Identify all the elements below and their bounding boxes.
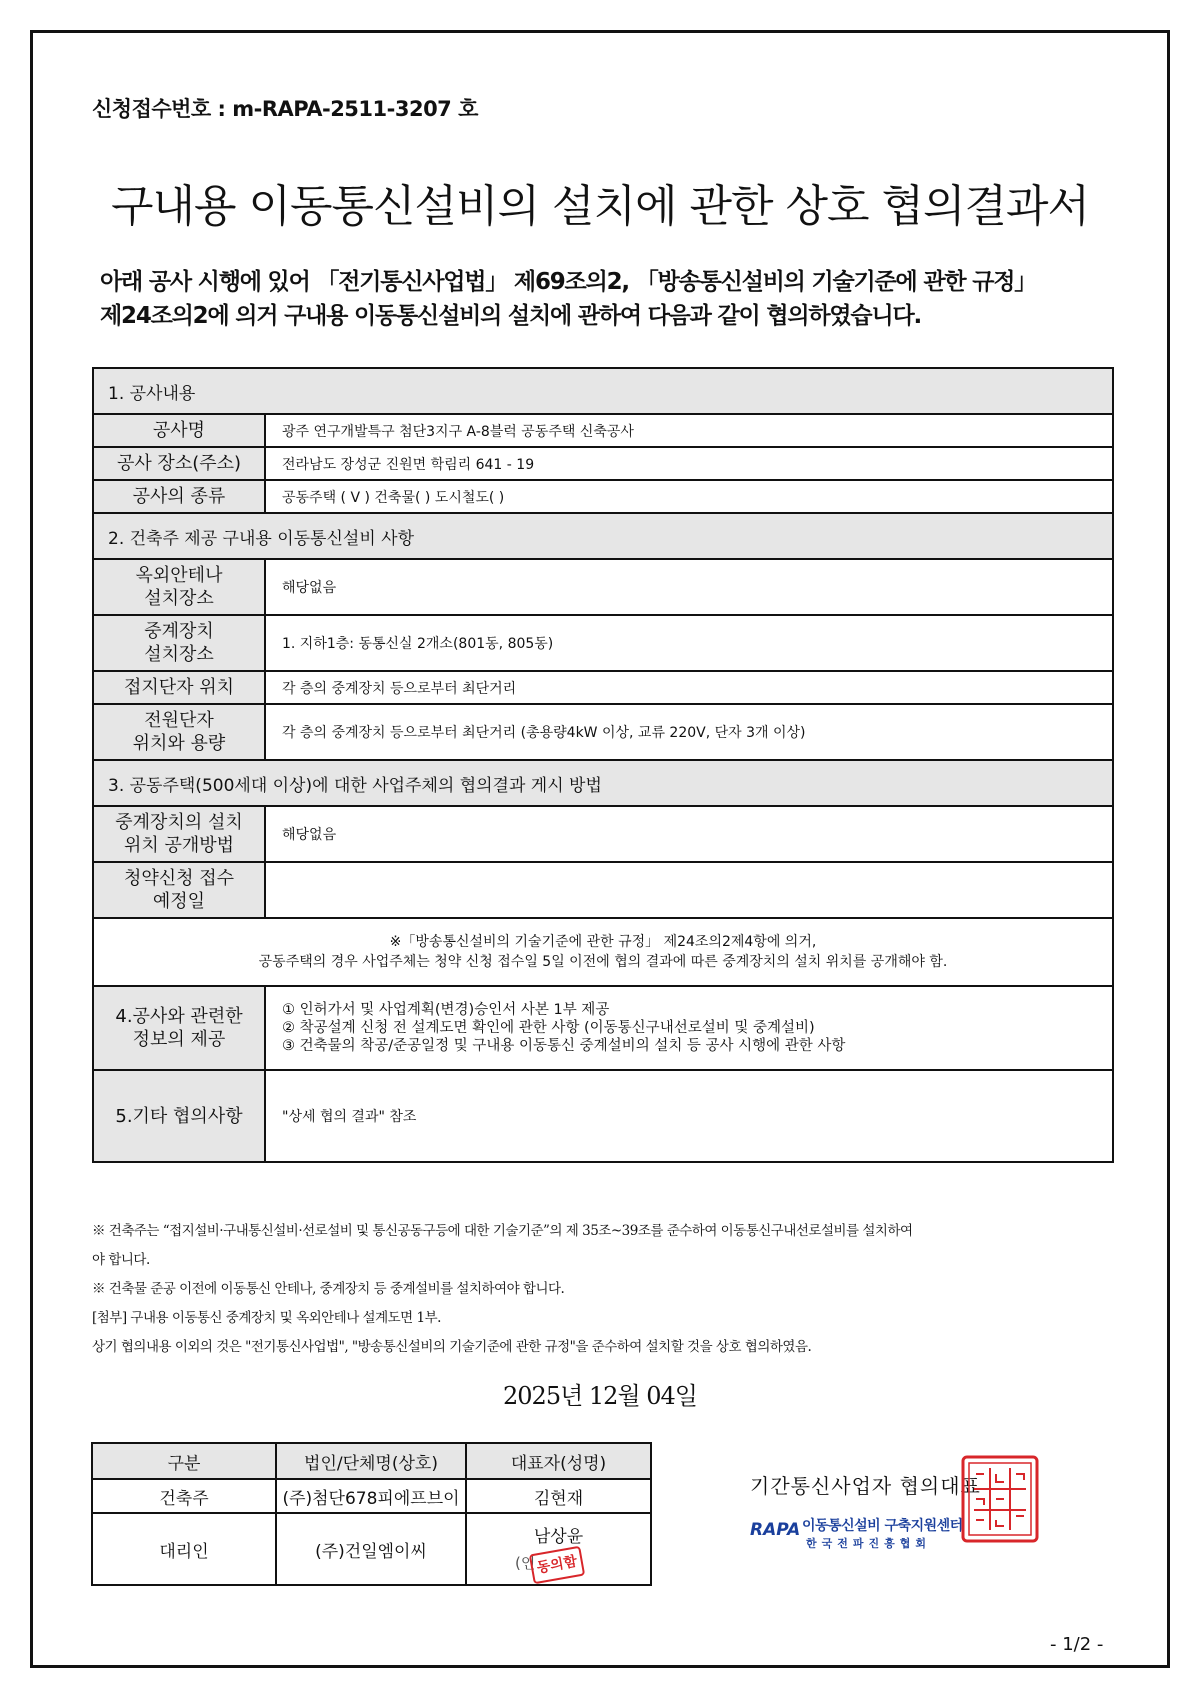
- section-3-header: 3. 공동주택(500세대 이상)에 대한 사업주체의 협의결과 게시 방법: [93, 760, 1113, 806]
- ground-terminal-value: 각 층의 중계장치 등으로부터 최단거리: [265, 671, 1113, 704]
- antenna-label-line2: 설치장소: [144, 588, 214, 609]
- disclosure-method-value: 해당없음: [265, 806, 1113, 862]
- note-line: 상기 협의내용 이외의 것은 "전기통신사업법", "방송통신설비의 기술기준에 관한 규정"을 준수하여 설치할 것을 상호 협의하였음.: [92, 1339, 812, 1355]
- disclosure-notice: [93, 918, 1113, 986]
- notice-line-2: 공동주택의 경우 사업주체는 청약 신청 접수일 5일 이전에 협의 결과에 따른 중계장치의 설치 위치를 공개해야 함.: [258, 954, 948, 970]
- header-representative: 대표자(성명): [466, 1443, 651, 1479]
- intro-text: [100, 265, 1130, 333]
- agree-seal-stamp: 동의함: [529, 1546, 585, 1585]
- project-type-value: 공동주택 ( V ) 건축물( ) 도시철도( ): [265, 480, 1113, 513]
- info-label-line2: 정보의 제공: [132, 1029, 226, 1050]
- note-line: [첨부] 구내용 이동통신 중계장치 및 옥외안테나 설계도면 1부.: [92, 1310, 441, 1326]
- section-1-header: 1. 공사내용: [93, 368, 1113, 414]
- agent-organization: (주)건일엠이씨: [276, 1513, 466, 1585]
- note-line: 야 합니다.: [92, 1252, 150, 1268]
- power-label-line2: 위치와 용량: [132, 733, 226, 754]
- subscription-date-value: [265, 862, 1113, 918]
- owner-organization: (주)첨단678피에프브이: [276, 1479, 466, 1513]
- disclosure-label-line1: 중계장치의 설치: [115, 812, 243, 833]
- antenna-location-label: [93, 559, 265, 615]
- repeater-label-line1: 중계장치: [144, 621, 214, 642]
- footnotes: [92, 1217, 1112, 1362]
- section-2-header: 2. 건축주 제공 구내용 이동통신설비 사항: [93, 513, 1113, 559]
- subscription-label-line1: 청약신청 접수: [123, 868, 235, 889]
- info-provision-list: [265, 986, 1113, 1070]
- list-item: ② 착공설계 신청 전 설계도면 확인에 관한 사항 (이동통신구내선로설비 및 중계설비): [282, 1020, 815, 1036]
- repeater-location-value: 1. 지하1층: 동통신실 2개소(801동, 805동): [265, 615, 1113, 671]
- agent-role: 대리인: [92, 1513, 276, 1585]
- rapa-logo-mark: RAPA: [750, 1520, 801, 1540]
- rapa-logo-line1: 이동통신설비 구축지원센터: [802, 1518, 963, 1534]
- project-type-label: 공사의 종류: [93, 480, 265, 513]
- receipt-number: 신청접수번호 : m-RAPA-2511-3207 호: [92, 97, 478, 121]
- rapa-logo-line2: 한국전파진흥협회: [806, 1537, 932, 1550]
- project-location-label: 공사 장소(주소): [93, 447, 265, 480]
- project-location-value: 전라남도 장성군 진원면 학림리 641 - 19: [265, 447, 1113, 480]
- note-line: ※ 건축주는 “접지설비·구내통신설비·선로설비 및 통신공동구등에 대한 기술기준”의 제 35조~39조를 준수하여 이동통신구내선로설비를 설치하여: [92, 1223, 913, 1239]
- antenna-label-line1: 옥외안테나: [135, 565, 223, 586]
- note-line: ※ 건축물 준공 이전에 이동통신 안테나, 중계장치 등 중계설비를 설치하여야 합니다.: [92, 1281, 565, 1297]
- list-item: ① 인허가서 및 사업계획(변경)승인서 사본 1부 제공: [282, 1002, 610, 1018]
- header-category: 구분: [92, 1443, 276, 1479]
- subscription-date-label: [93, 862, 265, 918]
- notice-line-1: ※「방송통신설비의 기술기준에 관한 규정」 제24조의2제4항에 의거,: [389, 934, 817, 950]
- other-matters-label: 5.기타 협의사항: [93, 1070, 265, 1162]
- power-terminal-label: [93, 704, 265, 760]
- power-label-line1: 전원단자: [144, 710, 214, 731]
- repeater-location-label: [93, 615, 265, 671]
- intro-line-1: 아래 공사 시행에 있어 「전기통신사업법」 제69조의2, 「방송통신설비의 기술기준에 관한 규정」: [100, 269, 1037, 295]
- disclosure-method-label: [93, 806, 265, 862]
- other-matters-value: "상세 협의 결과" 참조: [265, 1070, 1113, 1162]
- list-item: ③ 건축물의 착공/준공일정 및 구내용 이동통신 중계설비의 설치 등 공사 시행에 관한 사항: [282, 1038, 846, 1054]
- disclosure-label-line2: 위치 공개방법: [123, 835, 235, 856]
- official-seal-icon: [960, 1454, 1040, 1544]
- seal-prefix: (인: [515, 1554, 536, 1572]
- document-title: 구내용 이동통신설비의 설치에 관한 상호 협의결과서: [110, 181, 1090, 232]
- signature-table: [91, 1442, 652, 1586]
- subscription-label-line2: 예정일: [152, 891, 206, 912]
- repeater-label-line2: 설치장소: [144, 644, 214, 665]
- agent-representative-cell: [466, 1513, 651, 1585]
- agent-representative: 남상윤: [533, 1527, 584, 1547]
- document-date: 2025년 12월 04일: [503, 1382, 697, 1410]
- consultation-table: [92, 367, 1114, 1163]
- header-organization: 법인/단체명(상호): [276, 1443, 466, 1479]
- partner-label: 기간통신사업자 협의대표: [750, 1474, 981, 1498]
- project-name-value: 광주 연구개발특구 첨단3지구 A-8블럭 공동주택 신축공사: [265, 414, 1113, 447]
- info-label-line1: 4.공사와 관련한: [115, 1006, 243, 1027]
- project-name-label: 공사명: [93, 414, 265, 447]
- ground-terminal-label: 접지단자 위치: [93, 671, 265, 704]
- antenna-location-value: 해당없음: [265, 559, 1113, 615]
- owner-representative: 김현재: [466, 1479, 651, 1513]
- page-number: - 1/2 -: [1050, 1634, 1104, 1655]
- power-terminal-value: 각 층의 중계장치 등으로부터 최단거리 (총용량4kW 이상, 교류 220V, 단자 3개 이상): [265, 704, 1113, 760]
- info-provision-label: [93, 986, 265, 1070]
- owner-role: 건축주: [92, 1479, 276, 1513]
- intro-line-2: 제24조의2에 의거 구내용 이동통신설비의 설치에 관하여 다음과 같이 협의하였습니다.: [100, 303, 922, 329]
